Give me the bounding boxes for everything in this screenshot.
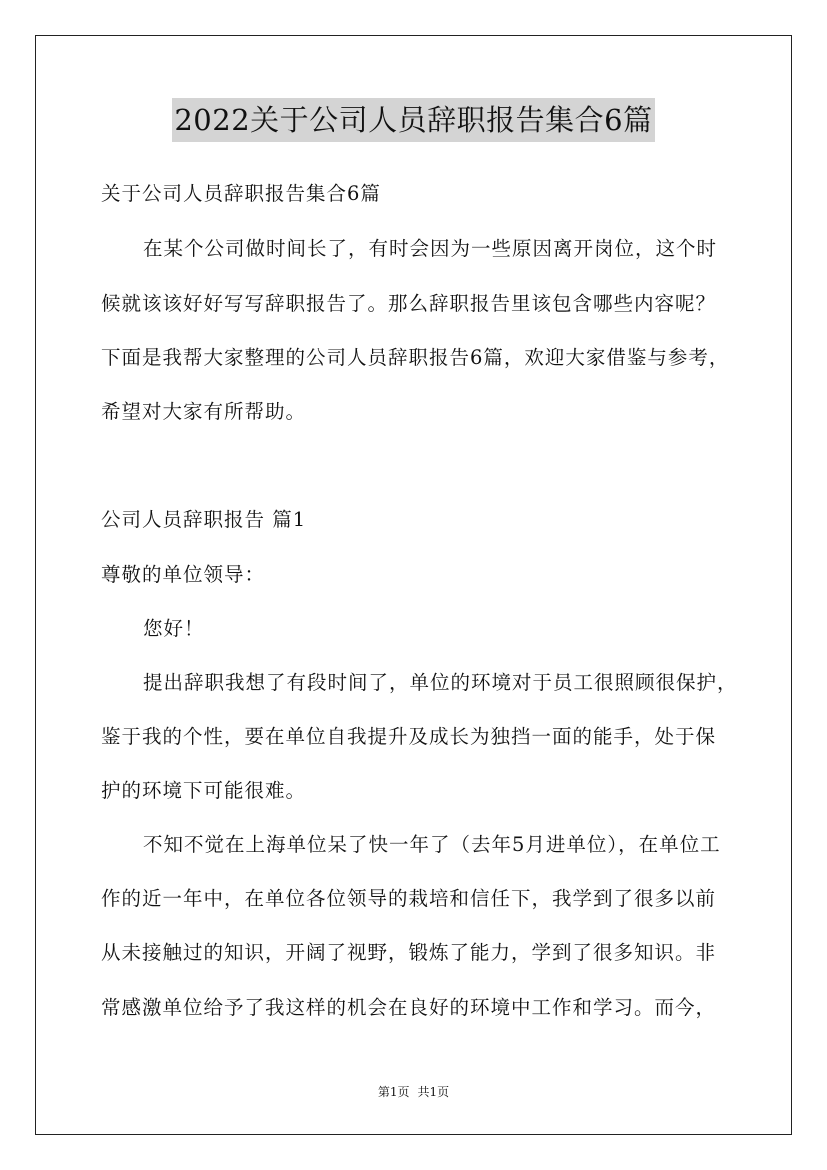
subtitle-line: 关于公司人员辞职报告集合6篇 [101, 182, 381, 205]
body-line-3: 护的环境下可能很难。 [101, 779, 307, 802]
title-container [0, 98, 827, 142]
intro-line-4: 希望对大家有所帮助。 [101, 400, 307, 423]
greeting-line: 您好！ [143, 617, 205, 640]
body-line-1: 提出辞职我想了有段时间了，单位的环境对于员工很照顾很保护， [143, 671, 738, 694]
body-line-2: 鉴于我的个性，要在单位自我提升及成长为独挡一面的能手，处于保 [101, 725, 717, 748]
page-footer [0, 1083, 827, 1101]
section-heading: 公司人员辞职报告 篇1 [101, 508, 307, 531]
salutation-line: 尊敬的单位领导： [101, 563, 266, 586]
body-line-6: 从未接触过的知识，开阔了视野，锻炼了能力，学到了很多知识。非 [101, 941, 717, 964]
page-number: 第1页 [377, 1085, 410, 1099]
body-line-4: 不知不觉在上海单位呆了快一年了（去年5月进单位），在单位工 [143, 833, 721, 856]
intro-line-3: 下面是我帮大家整理的公司人员辞职报告6篇，欢迎大家借鉴与参考， [101, 346, 730, 369]
body-line-5: 作的近一年中，在单位各位领导的栽培和信任下，我学到了很多以前 [101, 887, 717, 910]
intro-line-1: 在某个公司做时间长了，有时会因为一些原因离开岗位，这个时 [143, 237, 718, 260]
page-total: 共1页 [417, 1085, 450, 1099]
body-line-7: 常感激单位给予了我这样的机会在良好的环境中工作和学习。而今， [101, 996, 717, 1019]
intro-line-2: 候就该该好好写写辞职报告了。那么辞职报告里该包含哪些内容呢？ [101, 292, 717, 315]
document-title: 2022关于公司人员辞职报告集合6篇 [172, 98, 654, 142]
